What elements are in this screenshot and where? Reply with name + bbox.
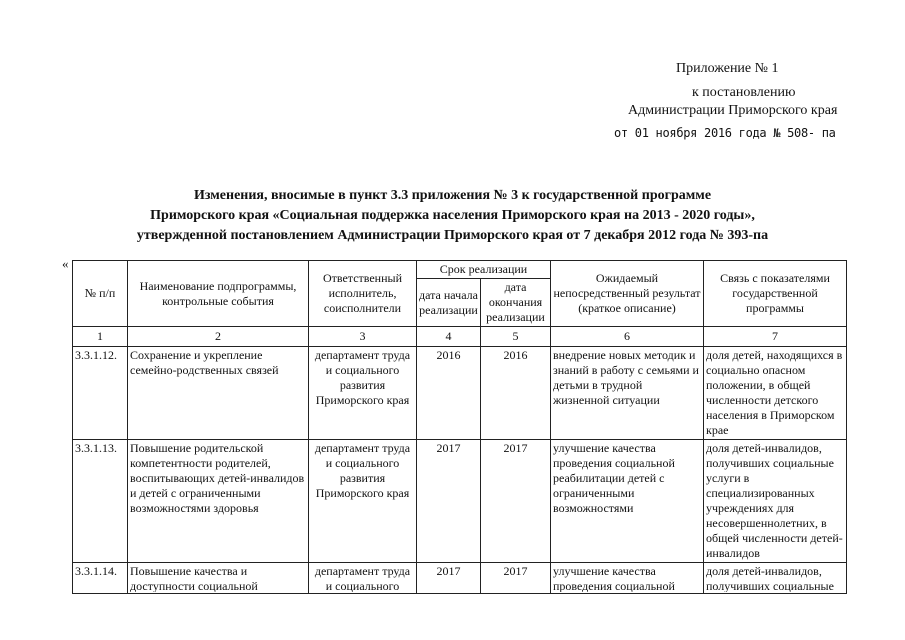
- column-number-row: [73, 327, 847, 347]
- program-table: [72, 260, 847, 594]
- row-end: 2017: [481, 440, 551, 563]
- col-number: 4: [417, 327, 481, 347]
- row-link: [704, 563, 847, 594]
- col-number: 1: [73, 327, 128, 347]
- row-name: [128, 563, 309, 594]
- row-link: доля детей, находящихся в социально опасном положении, в общей численности детского населения в Приморском крае: [704, 347, 847, 440]
- table-row: [73, 563, 847, 594]
- col-number: 3: [309, 327, 417, 347]
- appendix-administration: Администрации Приморского края: [628, 103, 838, 118]
- table-row: [73, 347, 847, 440]
- row-num: 3.3.1.12.: [73, 347, 128, 440]
- row-end-text: 2017: [503, 564, 528, 578]
- header-end: дата окончания реализации: [481, 279, 551, 327]
- header-num: № п/п: [73, 261, 128, 327]
- row-name: Сохранение и укрепление семейно-родственных связей: [128, 347, 309, 440]
- header-link: Связь с показателями государственной программы: [704, 261, 847, 327]
- header-start: дата начала реализации: [417, 279, 481, 327]
- heading-line-2: Приморского края «Социальная поддержка населения Приморского края на 2013 - 2020 годы»,: [150, 208, 755, 223]
- row-start: 2017: [417, 440, 481, 563]
- row-start: 2016: [417, 347, 481, 440]
- appendix-resolution: к постановлению: [692, 85, 796, 100]
- table-row: [73, 440, 847, 563]
- row-name: Повышение родительской компетентности родителей, воспитывающих детей-инвалидов и детей с ограниченными возможностями здоровья: [128, 440, 309, 563]
- row-result-text: улучшение качества проведения социальной: [553, 564, 675, 592]
- row-executor-text: департамент труда и социального: [314, 564, 411, 592]
- row-end: [481, 563, 551, 594]
- row-result: улучшение качества проведения социальной реабилитации детей с ограниченными возможностями: [551, 440, 704, 563]
- row-start: [417, 563, 481, 594]
- heading-line-3: утвержденной постановлением Администрации Приморского края от 7 декабря 2012 года № 393-па: [136, 228, 769, 243]
- row-num-text: 3.3.1.14.: [75, 564, 117, 578]
- header-term: Срок реализации: [417, 261, 551, 279]
- row-start-text: 2017: [436, 564, 461, 578]
- row-executor: департамент труда и социального развития Приморского края: [309, 440, 417, 563]
- header-executor: Ответственный исполнитель, соисполнители: [309, 261, 417, 327]
- row-num: [73, 563, 128, 594]
- col-number: 7: [704, 327, 847, 347]
- appendix-date: от 01 ноября 2016 года № 508- па: [614, 126, 836, 140]
- col-number: 2: [128, 327, 309, 347]
- row-result: [551, 563, 704, 594]
- appendix-block: [600, 60, 880, 142]
- row-name-text: Повышение качества и доступности социальной: [130, 564, 258, 592]
- row-executor: департамент труда и социального развития Приморского края: [309, 347, 417, 440]
- col-number: 5: [481, 327, 551, 347]
- opening-quote: «: [62, 256, 69, 271]
- row-result: внедрение новых методик и знаний в работу с семьями и детьми в трудной жизненной ситуации: [551, 347, 704, 440]
- row-end: 2016: [481, 347, 551, 440]
- row-executor: [309, 563, 417, 594]
- appendix-title: Приложение № 1: [676, 61, 779, 76]
- row-link: доля детей-инвалидов, получивших социальные услуги в специализированных учреждениях для несовершеннолетних, в общей численности детей-инвалидов: [704, 440, 847, 563]
- document-heading: [80, 186, 825, 246]
- col-number: 6: [551, 327, 704, 347]
- header-result: Ожидаемый непосредственный результат (краткое описание): [551, 261, 704, 327]
- row-num: 3.3.1.13.: [73, 440, 128, 563]
- row-link-text: доля детей-инвалидов, получивших социальные: [706, 564, 834, 592]
- heading-line-1: Изменения, вносимые в пункт 3.3 приложения № 3 к государственной программе: [193, 188, 712, 203]
- header-name: Наименование подпрограммы, контрольные события: [128, 261, 309, 327]
